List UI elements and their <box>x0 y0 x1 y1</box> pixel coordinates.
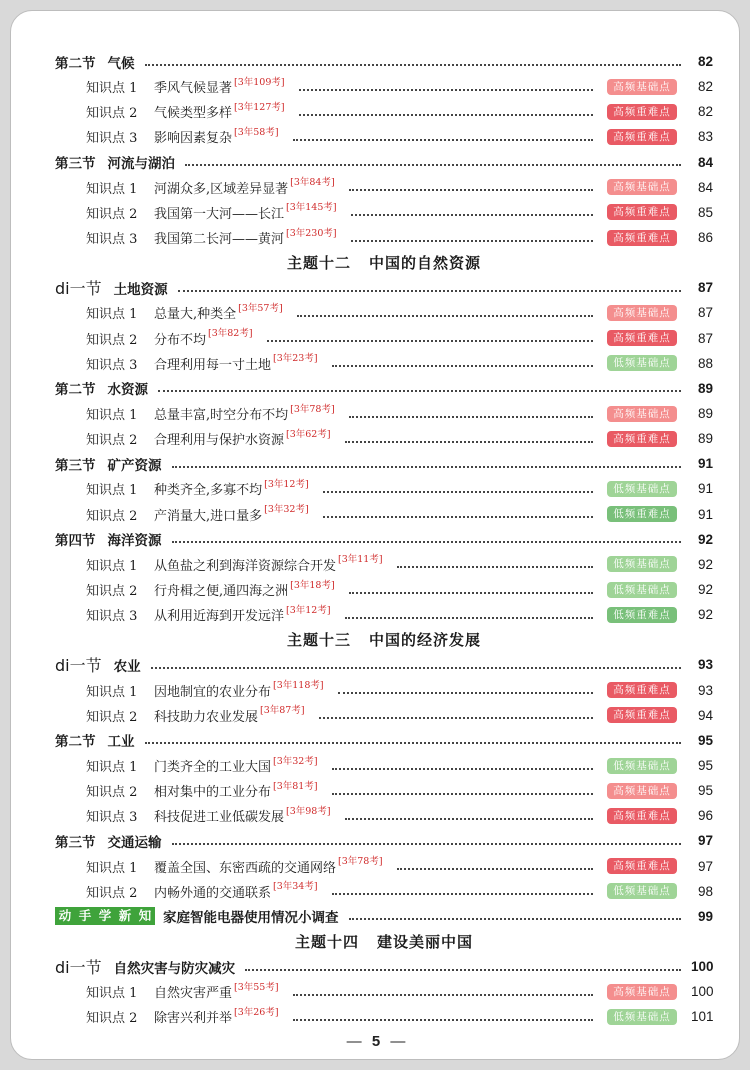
section-title: 矿产资源 <box>107 457 162 474</box>
leader-dots <box>349 918 682 920</box>
page-ref: 95 <box>697 732 713 748</box>
frequency-badge: 低频重难点 <box>607 506 677 522</box>
page-ref: 95 <box>697 783 713 799</box>
leader-dots <box>293 139 593 141</box>
knowledge-point-number: 知识点 1 <box>86 860 138 876</box>
leader-dots <box>349 416 593 418</box>
leader-dots <box>293 994 593 996</box>
section-number: 第三节 <box>55 834 96 851</box>
page-ref: 82 <box>697 54 713 70</box>
knowledge-point-number: 知识点 1 <box>86 408 138 424</box>
section-title: 自然灾害与防灾减灾 <box>113 960 236 977</box>
leader-dots <box>145 742 682 744</box>
knowledge-point-title: 合理利用与保护水资源 <box>154 433 285 449</box>
section-title: 水资源 <box>107 382 148 399</box>
frequency-badge: 低频基础点 <box>607 556 677 572</box>
exam-frequency: [3年145考] <box>286 202 337 214</box>
knowledge-point-entry[interactable] <box>55 678 713 703</box>
theme-heading[interactable] <box>55 250 713 275</box>
exam-frequency: [3年109考] <box>234 76 285 88</box>
section-entry[interactable] <box>55 954 713 979</box>
frequency-badge: 高频基础点 <box>607 179 677 195</box>
page-ref: 84 <box>697 179 713 195</box>
page-ref: 92 <box>697 531 713 547</box>
exam-frequency: [3年23考] <box>273 353 318 365</box>
knowledge-point-number: 知识点 1 <box>86 483 138 499</box>
section-number: 第二节 <box>55 382 96 399</box>
leader-dots <box>345 617 593 619</box>
knowledge-point-title: 分布不均 <box>154 332 207 348</box>
leader-dots <box>332 365 593 367</box>
knowledge-point-title: 季风气候显著 <box>154 81 233 97</box>
activity-tag-char: 动 <box>55 907 75 925</box>
knowledge-point-entry[interactable] <box>55 854 713 879</box>
knowledge-point-entry[interactable] <box>55 879 713 904</box>
leader-dots <box>349 189 593 191</box>
leader-dots <box>351 240 593 242</box>
knowledge-point-number: 知识点 1 <box>86 81 138 97</box>
exam-frequency: [3年62考] <box>286 428 331 440</box>
page-ref: 97 <box>697 833 713 849</box>
section-entry[interactable] <box>55 728 713 753</box>
exam-frequency: [3年12考] <box>264 478 309 490</box>
leader-dots <box>397 566 593 568</box>
frequency-badge: 高频重难点 <box>607 104 677 120</box>
knowledge-point-entry[interactable] <box>55 778 713 803</box>
knowledge-point-number: 知识点 1 <box>86 760 138 775</box>
leader-dots <box>293 1019 593 1021</box>
knowledge-point-number: 知识点 2 <box>86 584 138 600</box>
exam-frequency: [3年118考] <box>273 680 324 692</box>
leader-dots <box>245 969 681 971</box>
section-entry[interactable] <box>55 376 713 401</box>
page-ref: 84 <box>697 154 713 170</box>
page-ref: 91 <box>697 481 713 497</box>
leader-dots <box>319 717 593 719</box>
section-title: 交通运输 <box>107 834 162 851</box>
knowledge-point-title: 除害兴利并举 <box>154 1011 233 1027</box>
page-ref: 89 <box>697 380 713 396</box>
activity-entry[interactable] <box>55 904 713 929</box>
page-ref: 94 <box>697 707 713 723</box>
page-ref: 88 <box>697 355 713 371</box>
section-number: di一节 <box>55 656 102 676</box>
section-entry[interactable] <box>55 451 713 476</box>
exam-frequency: [3年84考] <box>290 177 335 189</box>
section-entry[interactable] <box>55 49 713 74</box>
leader-dots <box>332 768 593 770</box>
knowledge-point-entry[interactable] <box>55 552 713 577</box>
leader-dots <box>338 692 593 694</box>
section-number: 第三节 <box>55 457 96 474</box>
frequency-badge: 高频重难点 <box>607 431 677 447</box>
section-entry[interactable] <box>55 275 713 300</box>
activity-tag-char: 学 <box>95 907 115 925</box>
frequency-badge: 高频重难点 <box>607 707 677 723</box>
theme-title: 中国的经济发展 <box>369 631 482 650</box>
exam-frequency: [3年78考] <box>290 403 335 415</box>
leader-dots <box>185 164 681 166</box>
frequency-badge: 低频基础点 <box>607 481 677 497</box>
knowledge-point-number: 知识点 2 <box>86 433 138 449</box>
page-ref: 83 <box>697 129 713 145</box>
leader-dots <box>345 818 593 820</box>
knowledge-point-entry[interactable] <box>55 803 713 828</box>
section-title: 河流与湖泊 <box>107 156 175 173</box>
page-ref: 92 <box>697 607 713 623</box>
page-ref: 87 <box>697 280 713 296</box>
theme-heading[interactable] <box>55 627 713 652</box>
theme-heading[interactable] <box>55 929 713 954</box>
page-ref: 93 <box>697 682 713 698</box>
exam-frequency: [3年78考] <box>338 856 383 868</box>
knowledge-point-number: 知识点 3 <box>86 131 138 147</box>
knowledge-point-entry[interactable] <box>55 225 713 250</box>
knowledge-point-entry[interactable] <box>55 351 713 376</box>
knowledge-point-entry[interactable] <box>55 401 713 426</box>
frequency-badge: 低频基础点 <box>607 1009 677 1025</box>
activity-tag-char: 手 <box>75 907 95 925</box>
section-title: 工业 <box>107 734 135 751</box>
section-title: 土地资源 <box>113 281 168 298</box>
footer-dash-right: — <box>390 1033 406 1050</box>
knowledge-point-entry[interactable] <box>55 753 713 778</box>
page-footer <box>11 1033 741 1050</box>
knowledge-point-number: 知识点 1 <box>86 181 138 197</box>
knowledge-point-title: 科技促进工业低碳发展 <box>154 810 285 826</box>
knowledge-point-entry[interactable] <box>55 979 713 1004</box>
knowledge-point-number: 知识点 3 <box>86 609 138 625</box>
frequency-badge: 低频基础点 <box>607 883 677 899</box>
page-ref: 100 <box>691 959 714 975</box>
leader-dots <box>299 114 593 116</box>
frequency-badge: 高频重难点 <box>607 129 677 145</box>
page-ref: 99 <box>697 908 713 924</box>
exam-frequency: [3年32考] <box>273 755 318 767</box>
frequency-badge: 高频重难点 <box>607 858 677 874</box>
section-number: 第二节 <box>55 734 96 751</box>
leader-dots <box>151 667 681 669</box>
knowledge-point-title: 覆盖全国、东密西疏的交通网络 <box>154 860 337 876</box>
knowledge-point-entry[interactable] <box>55 300 713 325</box>
knowledge-point-entry[interactable] <box>55 99 713 124</box>
frequency-badge: 高频重难点 <box>607 330 677 346</box>
leader-dots <box>332 793 593 795</box>
frequency-badge: 高频重难点 <box>607 682 677 698</box>
knowledge-point-title: 因地制宜的农业分布 <box>154 684 272 700</box>
knowledge-point-title: 从鱼盐之利到海洋资源综合开发 <box>154 558 337 574</box>
activity-tag-char: 知 <box>135 907 155 925</box>
knowledge-point-entry[interactable] <box>55 124 713 149</box>
page-ref: 91 <box>697 456 713 472</box>
knowledge-point-entry[interactable] <box>55 426 713 451</box>
knowledge-point-title: 从利用近海到开发远洋 <box>154 609 285 625</box>
knowledge-point-title: 我国第二长河——黄河 <box>154 232 285 248</box>
exam-frequency: [3年58考] <box>234 126 279 138</box>
leader-dots <box>178 290 681 292</box>
section-number: di一节 <box>55 279 102 299</box>
knowledge-point-entry[interactable] <box>55 200 713 225</box>
page-ref: 89 <box>697 431 713 447</box>
exam-frequency: [3年57考] <box>238 302 283 314</box>
page-ref: 87 <box>697 305 713 321</box>
knowledge-point-title: 我国第一大河——长江 <box>154 206 285 222</box>
leader-dots <box>158 390 681 392</box>
frequency-badge: 高频基础点 <box>607 79 677 95</box>
exam-frequency: [3年18考] <box>290 579 335 591</box>
leader-dots <box>172 843 682 845</box>
theme-title: 中国的自然资源 <box>369 254 482 273</box>
leader-dots <box>345 441 593 443</box>
knowledge-point-number: 知识点 2 <box>86 106 138 122</box>
knowledge-point-number: 知识点 3 <box>86 357 138 373</box>
knowledge-point-number: 知识点 2 <box>86 206 138 222</box>
knowledge-point-number: 知识点 1 <box>86 558 138 574</box>
frequency-badge: 低频基础点 <box>607 355 677 371</box>
knowledge-point-title: 合理利用每一寸土地 <box>154 357 272 373</box>
leader-dots <box>299 89 593 91</box>
section-entry[interactable] <box>55 527 713 552</box>
leader-dots <box>323 491 593 493</box>
activity-title: 家庭智能电器使用情况小调查 <box>163 910 339 927</box>
exam-frequency: [3年87考] <box>260 705 305 717</box>
exam-frequency: [3年230考] <box>286 227 337 239</box>
page-ref: 85 <box>697 204 713 220</box>
frequency-badge: 高频重难点 <box>607 230 677 246</box>
knowledge-point-title: 气候类型多样 <box>154 106 233 122</box>
leader-dots <box>323 516 593 518</box>
page-ref: 82 <box>697 79 713 95</box>
page-ref: 95 <box>697 758 713 773</box>
theme-title: 建设美丽中国 <box>377 932 474 951</box>
knowledge-point-entry[interactable] <box>55 602 713 627</box>
leader-dots <box>172 541 682 543</box>
knowledge-point-number: 知识点 2 <box>86 332 138 348</box>
theme-number: 主题十四 <box>294 932 359 951</box>
section-title: 海洋资源 <box>107 533 162 550</box>
page-ref: 98 <box>697 883 713 899</box>
section-number: 第三节 <box>55 156 96 173</box>
frequency-badge: 高频基础点 <box>607 984 677 1000</box>
frequency-badge: 低频基础点 <box>607 582 677 598</box>
frequency-badge: 低频重难点 <box>607 607 677 623</box>
leader-dots <box>172 466 682 468</box>
leader-dots <box>349 592 593 594</box>
exam-frequency: [3年34考] <box>273 881 318 893</box>
page-ref: 101 <box>691 1009 714 1025</box>
leader-dots <box>332 893 593 895</box>
section-number: 第四节 <box>55 533 96 550</box>
exam-frequency: [3年98考] <box>286 805 331 817</box>
knowledge-point-number: 知识点 2 <box>86 885 138 901</box>
knowledge-point-entry[interactable] <box>55 502 713 527</box>
exam-frequency: [3年82考] <box>208 328 253 340</box>
knowledge-point-entry[interactable] <box>55 74 713 99</box>
leader-dots <box>397 868 593 870</box>
knowledge-point-entry[interactable] <box>55 1004 713 1029</box>
section-title: 气候 <box>107 55 135 72</box>
page-ref: 96 <box>697 808 713 824</box>
knowledge-point-number: 知识点 2 <box>86 709 138 725</box>
theme-number: 主题十二 <box>286 254 351 273</box>
frequency-badge: 高频基础点 <box>607 406 677 422</box>
section-entry[interactable] <box>55 652 713 677</box>
frequency-badge: 高频重难点 <box>607 204 677 220</box>
knowledge-point-title: 种类齐全,多寡不均 <box>154 483 263 499</box>
page-ref: 89 <box>697 406 713 422</box>
exam-frequency: [3年55考] <box>234 981 279 993</box>
leader-dots <box>351 214 593 216</box>
leader-dots <box>297 315 593 317</box>
frequency-badge: 低频基础点 <box>607 758 677 774</box>
knowledge-point-entry[interactable] <box>55 703 713 728</box>
exam-frequency: [3年127考] <box>234 101 285 113</box>
knowledge-point-entry[interactable] <box>55 476 713 501</box>
activity-tag <box>55 907 155 925</box>
section-title: 农业 <box>113 658 141 675</box>
knowledge-point-number: 知识点 1 <box>86 684 138 700</box>
knowledge-point-entry[interactable] <box>55 326 713 351</box>
table-of-contents <box>55 49 713 1029</box>
section-number: di一节 <box>55 958 102 978</box>
knowledge-point-entry[interactable] <box>55 175 713 200</box>
page-ref: 92 <box>697 556 713 572</box>
knowledge-point-title: 影响因素复杂 <box>154 131 233 147</box>
page-ref: 100 <box>691 984 714 1000</box>
knowledge-point-title: 河湖众多,区域差异显著 <box>154 181 289 197</box>
frequency-badge: 高频基础点 <box>607 783 677 799</box>
knowledge-point-title: 自然灾害严重 <box>154 986 233 1002</box>
page-number: 5 <box>371 1033 381 1050</box>
knowledge-point-number: 知识点 3 <box>86 810 138 826</box>
knowledge-point-title: 总量丰富,时空分布不均 <box>154 408 289 424</box>
knowledge-point-title: 相对集中的工业分布 <box>154 785 272 801</box>
footer-dash-left: — <box>346 1033 362 1050</box>
exam-frequency: [3年26考] <box>234 1006 279 1018</box>
section-number: 第二节 <box>55 55 96 72</box>
knowledge-point-title: 行舟楫之便,通四海之洲 <box>154 584 289 600</box>
knowledge-point-title: 总量大,种类全 <box>154 307 237 323</box>
leader-dots <box>267 340 593 342</box>
page-ref: 86 <box>697 230 713 246</box>
knowledge-point-number: 知识点 2 <box>86 785 138 801</box>
leader-dots <box>145 64 682 66</box>
knowledge-point-number: 知识点 1 <box>86 307 138 323</box>
exam-frequency: [3年11考] <box>338 554 383 566</box>
knowledge-point-number: 知识点 1 <box>86 986 138 1002</box>
knowledge-point-title: 门类齐全的工业大国 <box>154 760 272 775</box>
knowledge-point-title: 内畅外通的交通联系 <box>154 885 272 901</box>
page-ref: 91 <box>697 506 713 522</box>
exam-frequency: [3年32考] <box>264 504 309 516</box>
section-entry[interactable] <box>55 828 713 853</box>
knowledge-point-entry[interactable] <box>55 577 713 602</box>
page-ref: 97 <box>697 858 713 874</box>
exam-frequency: [3年81考] <box>273 780 318 792</box>
knowledge-point-title: 科技助力农业发展 <box>154 709 259 725</box>
page-ref: 93 <box>697 657 713 673</box>
page-sheet <box>10 10 740 1060</box>
knowledge-point-number: 知识点 2 <box>86 508 138 524</box>
page-ref: 87 <box>697 330 713 346</box>
page-ref: 92 <box>697 582 713 598</box>
knowledge-point-number: 知识点 2 <box>86 1011 138 1027</box>
section-entry[interactable] <box>55 150 713 175</box>
page-ref: 82 <box>697 104 713 120</box>
activity-tag-char: 新 <box>115 907 135 925</box>
frequency-badge: 高频重难点 <box>607 808 677 824</box>
exam-frequency: [3年12考] <box>286 604 331 616</box>
knowledge-point-number: 知识点 3 <box>86 232 138 248</box>
frequency-badge: 高频基础点 <box>607 305 677 321</box>
theme-number: 主题十三 <box>286 631 351 650</box>
knowledge-point-title: 产消量大,进口量多 <box>154 508 263 524</box>
